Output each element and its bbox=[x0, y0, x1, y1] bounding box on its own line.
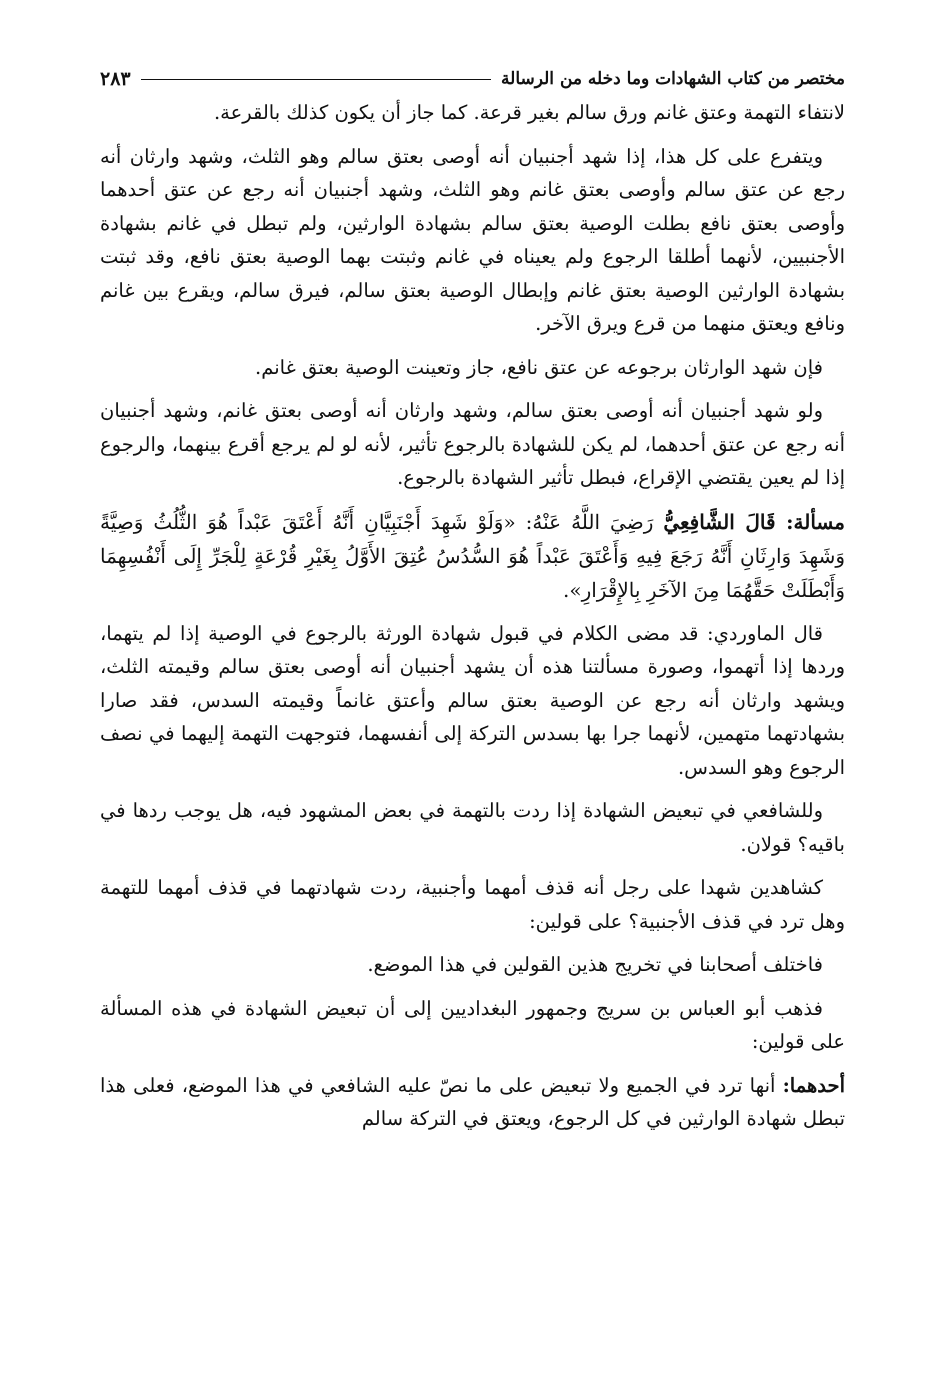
issue-quote: رَضِيَ اللَّهُ عَنْهُ: «وَلَوْ شَهِدَ أَجْنَبِيَّانِ أَنَّهُ أَعْتَقَ عَبْداً هُوَ الثُّلُثُ وَصِيَّةً وَشَهِدَ وَارِثَانِ أَنَّهُ رَجَعَ فِيهِ وَأَعْتَقَ عَبْداً هُوَ السُّدُسُ عُتِقَ الأَوَّلُ بِغَيْرِ قُرْعَةٍ لِلْجَرِّ إِلَى أَنْفُسِهِمَا وَأَبْطَلَتْ حَقَّهُمَا مِنَ الآخَرِ بِالإِقْرَارِ». bbox=[100, 509, 845, 602]
header-rule bbox=[141, 79, 491, 80]
paragraph-8 bbox=[100, 871, 845, 938]
paragraph-text: أنها ترد في الجميع ولا تبعيض على ما نصّ عليه الشافعي في هذا الموضع، فعلى هذا تبطل شهادة الوارثين في كل الرجوع، ويعتق في التركة سالم bbox=[100, 1073, 845, 1130]
paragraph-text: قال الماوردي: قد مضى الكلام في قبول شهادة الورثة بالرجوع في الوصية إذا لم يتهما، وردها إذا أتهموا، وصورة مسألتنا هذه أن يشهد أجنبيان أنه أوصى بعتق سالم وقيمته الثلث، ويشهد وارثان أنه رجع عن الوصية بعتق سالم وأعتق غانماً وقيمته السدس، فقد صارا بشهادتهما متهمين، لأنهما جرا بها بسدس التركة إلى أنفسهما، فتوجهت التهمة إليهما في نصف الرجوع وهو السدس. bbox=[100, 621, 845, 779]
paragraph-10 bbox=[100, 992, 845, 1059]
paragraph-1 bbox=[100, 96, 845, 130]
paragraph-text: ويتفرع على كل هذا، إذا شهد أجنبيان أنه أوصى بعتق سالم وهو الثلث، وشهد وارثان أنه رجع عن عتق سالم وأوصى بعتق غانم وهو الثلث، وشهد أجنبيان أنه رجع عن عتق أحدهما وأوصى بعتق نافع بطلت الوصية بعتق سالم بشهادة الوارثين، ولم تبطل في غانم بشهادة الأجنبيين، لأنهما أطلقا الرجوع ولم يعيناه في غانم وثبتت بهما الوصية بعتق نافع، وقد ثبتت بشهادة الوارثين الوصية بعتق غانم وإبطال الوصية بعتق سالم، فيرق سالم، ويقرع بين غانم ونافع ويعتق منهما من قرع ويرق الآخر. bbox=[100, 144, 845, 335]
paragraph-11 bbox=[100, 1069, 845, 1136]
paragraph-2 bbox=[100, 140, 845, 341]
paragraph-text: ولو شهد أجنبيان أنه أوصى بعتق سالم، وشهد وارثان أنه أوصى بعتق غانم، وشهد أجنبيان أنه رجع عن عتق أحدهما، لم يكن للشهادة بالرجوع تأثير، لأنه لو لم يرجع أقرع بينهما، والرجوع إذا لم يعين يقتضي الإقراع، فبطل تأثير الشهادة بالرجوع. bbox=[100, 399, 845, 489]
paragraph-6 bbox=[100, 617, 845, 785]
page-number: ٢٨٣ bbox=[100, 68, 131, 90]
issue-paragraph bbox=[100, 505, 845, 607]
paragraph-7 bbox=[100, 794, 845, 861]
paragraph-lead: أحدهما: bbox=[782, 1073, 845, 1097]
paragraph-text: فإن شهد الوارثان برجوعه عن عتق نافع، جاز وتعينت الوصية بعتق غانم. bbox=[255, 355, 823, 379]
paragraph-text: فذهب أبو العباس بن سريج وجمهور البغداديين إلى أن تبعيض الشهادة في هذه المسألة على قولين: bbox=[100, 996, 845, 1053]
book-page bbox=[100, 62, 845, 1146]
paragraph-text: فاختلف أصحابنا في تخريج هذين القولين في هذا الموضع. bbox=[367, 953, 823, 976]
paragraph-9 bbox=[100, 948, 845, 982]
paragraph-text: لانتفاء التهمة وعتق غانم ورق سالم بغير قرعة. كما جاز أن يكون كذلك بالقرعة. bbox=[213, 101, 845, 124]
issue-lead: مسألة: قَالَ الشَّافِعِيُّ bbox=[663, 509, 845, 534]
running-title: مختصر من كتاب الشهادات وما دخله من الرسالة bbox=[501, 69, 845, 89]
paragraph-4 bbox=[100, 394, 845, 495]
page-header bbox=[100, 62, 845, 96]
paragraph-3 bbox=[100, 351, 845, 385]
paragraph-text: كشاهدين شهدا على رجل أنه قذف أمهما وأجنبية، ردت شهادتهما في قذف أمهما للتهمة وهل ترد في قذف الأجنبية؟ على قولين: bbox=[100, 876, 845, 933]
paragraph-text: وللشافعي في تبعيض الشهادة إذا ردت بالتهمة في بعض المشهود فيه، هل يوجب ردها في باقيه؟ قولان. bbox=[100, 799, 845, 856]
